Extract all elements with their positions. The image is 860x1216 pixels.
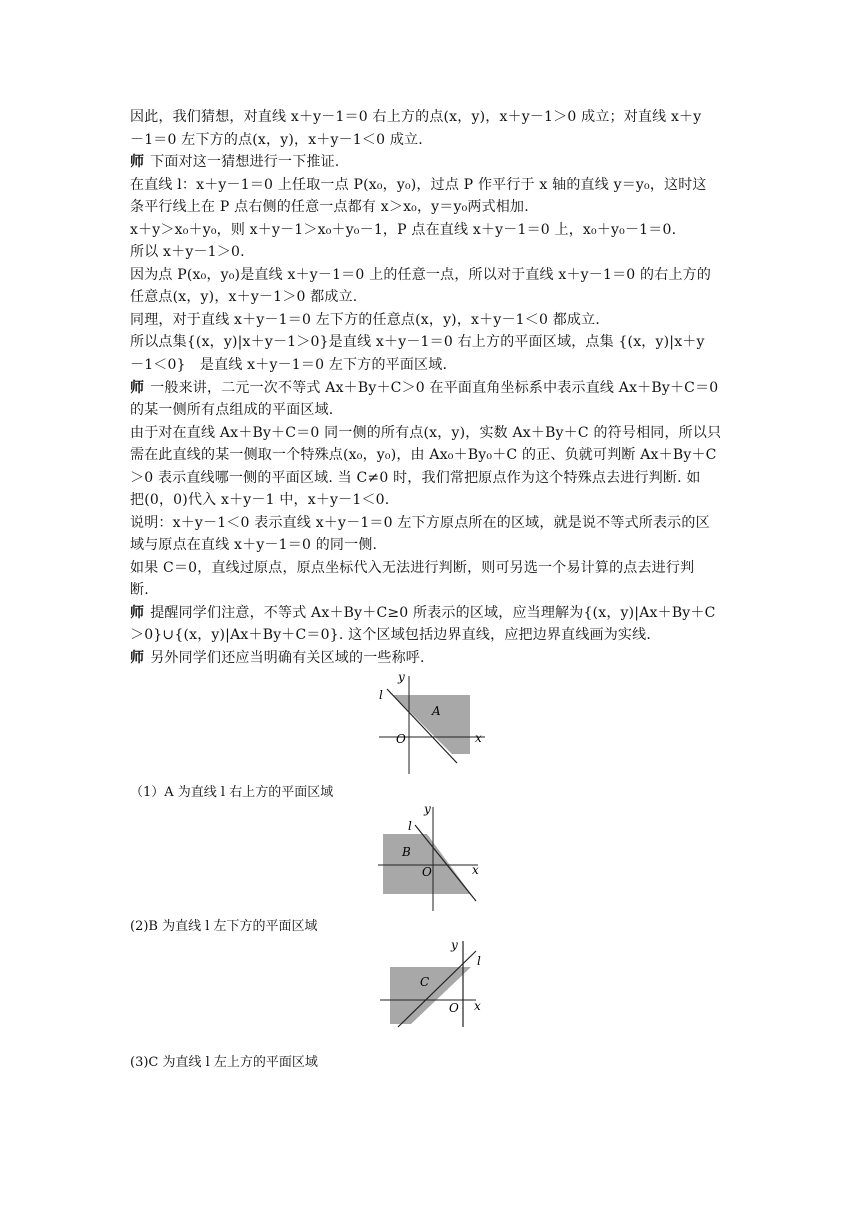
figure-caption: （1）A 为直线 l 右上方的平面区域 xyxy=(130,785,334,800)
paragraph-line: 由于对在直线 Ax＋By＋C＝0 同一侧的所有点(x，y)，实数 Ax＋By＋C 的符号相同，所以只 xyxy=(130,425,722,441)
paragraph-line: 所以点集{(x，y)|x＋y－1＞0}是直线 x＋y－1＝0 右上方的平面区域，点集 {(x，y)|x＋y xyxy=(130,334,705,350)
paragraph-line: 需在此直线的某一侧取一个特殊点(x₀，y₀)，由 Ax₀＋By₀＋C 的正、负就可判断 Ax＋By＋C xyxy=(130,447,717,463)
region-label: B xyxy=(402,845,411,859)
x-axis-label: x xyxy=(472,863,479,877)
paragraph-line: 如果 C＝0，直线过原点，原点坐标代入无法进行判断，则可另选一个易计算的点去进行判 xyxy=(130,560,695,576)
shaded-region xyxy=(383,834,471,894)
paragraph-line: －1＜0} 是直线 x＋y－1＝0 左下方的平面区域. xyxy=(130,357,448,373)
region-label: C xyxy=(420,975,430,989)
paragraph-line: ＞0}∪{(x，y)|Ax＋By＋C＝0}. 这个区域包括边界直线，应把边界直线画为实线. xyxy=(130,627,651,643)
x-axis-label: x xyxy=(475,731,482,745)
paragraph-line: 所以 x＋y－1＞0. xyxy=(130,244,245,260)
paragraph-line: 因为点 P(x₀，y₀)是直线 x＋y－1＝0 上的任意一点，所以对于直线 x＋y－1＝0 的右上方的 xyxy=(130,267,712,283)
region-label: A xyxy=(432,704,441,718)
line-label: l xyxy=(408,819,412,833)
paragraph-line: 的某一侧所有点组成的平面区域. xyxy=(130,402,334,418)
paragraph-line: ＞0 表示直线哪一侧的平面区域. 当 C≠0 时，我们常把原点作为这个特殊点去进行判断. 如 xyxy=(130,470,701,486)
paragraph-line: 在直线 l：x＋y－1＝0 上任取一点 P(x₀，y₀)，过点 P 作平行于 x 轴的直线 y＝y₀，这时这 xyxy=(130,177,707,193)
paragraph-line: 同理，对于直线 x＋y－1＝0 左下方的任意点(x，y)，x＋y－1＜0 都成立. xyxy=(130,312,600,328)
teacher-tag: 师 xyxy=(130,380,145,396)
teacher-line: 师 下面对这一猜想进行一下推证. xyxy=(130,154,340,170)
figure-region-b xyxy=(378,801,488,913)
figure-caption: (2)B 为直线 l 左下方的平面区域 xyxy=(130,919,318,934)
teacher-tag: 师 xyxy=(130,650,145,666)
y-axis-label: y xyxy=(398,670,405,684)
figure-region-c xyxy=(378,937,488,1029)
origin-label: O xyxy=(422,865,432,879)
line-label: l xyxy=(477,954,481,968)
origin-label: O xyxy=(396,732,406,746)
teacher-line: 师 提醒同学们注意，不等式 Ax＋By＋C≥0 所表示的区域，应当理解为{(x，y)|Ax＋By＋C xyxy=(130,605,716,621)
teacher-tag: 师 xyxy=(130,605,145,621)
paragraph-line: 域与原点在直线 x＋y－1＝0 的同一侧. xyxy=(130,537,378,553)
paragraph-line: 条平行线上在 P 点右侧的任意一点都有 x＞x₀，y＝y₀两式相加. xyxy=(130,199,529,215)
figure-caption: (3)C 为直线 l 左上方的平面区域 xyxy=(130,1055,318,1070)
y-axis-label: y xyxy=(424,802,431,816)
teacher-tag: 师 xyxy=(130,154,145,170)
paragraph-line: 断. xyxy=(130,582,149,598)
paragraph-line: 任意点(x，y)，x＋y－1＞0 都成立. xyxy=(130,289,358,305)
paragraph-line: 因此，我们猜想，对直线 x＋y－1＝0 右上方的点(x，y)，x＋y－1＞0 成立；对直线 x＋y xyxy=(130,109,702,125)
teacher-line: 师 另外同学们还应当明确有关区域的一些称呼. xyxy=(130,650,425,666)
paragraph-line: 把(0，0)代入 x＋y－1 中，x＋y－1＜0. xyxy=(130,492,390,508)
paragraph-line: 说明：x＋y－1＜0 表示直线 x＋y－1＝0 左下方原点所在的区域，就是说不等式所表示的区 xyxy=(130,515,710,531)
origin-label: O xyxy=(449,1001,459,1015)
figure-region-a xyxy=(365,668,490,778)
paragraph-line: x＋y＞x₀＋y₀，则 x＋y－1＞x₀＋y₀－1，P 点在直线 x＋y－1＝0 上，x₀＋y₀－1＝0. xyxy=(130,222,677,238)
y-axis-label: y xyxy=(451,938,458,952)
paragraph-line: －1＝0 左下方的点(x，y)，x＋y－1＜0 成立. xyxy=(130,132,423,148)
teacher-line: 师 一般来讲，二元一次不等式 Ax＋By＋C＞0 在平面直角坐标系中表示直线 Ax＋By＋C＝0 xyxy=(130,380,719,396)
x-axis-label: x xyxy=(474,999,481,1013)
line-label: l xyxy=(379,688,383,702)
